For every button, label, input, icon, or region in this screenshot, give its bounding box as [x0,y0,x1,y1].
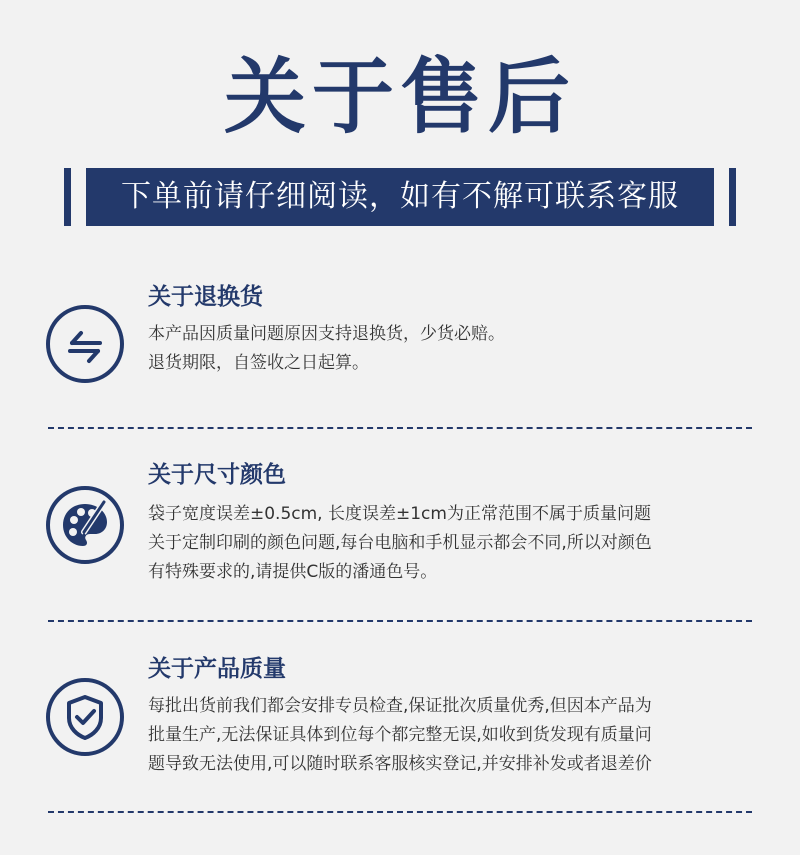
exchange-arrows-icon [46,305,124,383]
section-body [148,692,768,779]
section-body [148,320,768,378]
section-divider [48,811,752,813]
body-line: 每批出货前我们都会安排专员检查,保证批次质量优秀,但因本产品为 [148,696,652,716]
body-line: 退货期限，自签收之日起算。 [148,353,369,373]
section-divider [48,427,752,429]
body-line: 袋子宽度误差±0.5cm, 长度误差±1cm为正常范围不属于质量问题 [148,504,651,524]
shield-check-icon [46,678,124,756]
body-line: 批量生产,无法保证具体到位每个都完整无误,如收到货发现有质量问 [148,725,652,745]
page-title: 关于售后 [223,50,576,145]
banner-right-bar [729,168,736,226]
body-line: 有特殊要求的,请提供C版的潘通色号。 [148,562,438,582]
section-title: 关于退换货 [148,284,263,310]
section-title: 关于尺寸颜色 [148,462,286,488]
section-divider [48,620,752,622]
section-title: 关于产品质量 [148,656,286,682]
section-body [148,500,768,587]
body-line: 题导致无法使用,可以随时联系客服核实登记,并安排补发或者退差价 [148,754,652,774]
body-line: 本产品因质量问题原因支持退换货，少货必赔。 [148,324,505,344]
banner-left-bar [64,168,71,226]
notice-banner [64,168,736,226]
body-line: 关于定制印刷的颜色问题,每台电脑和手机显示都会不同,所以对颜色 [148,533,652,553]
banner-text: 下单前请仔细阅读，如有不解可联系客服 [86,168,714,226]
palette-icon [46,486,124,564]
